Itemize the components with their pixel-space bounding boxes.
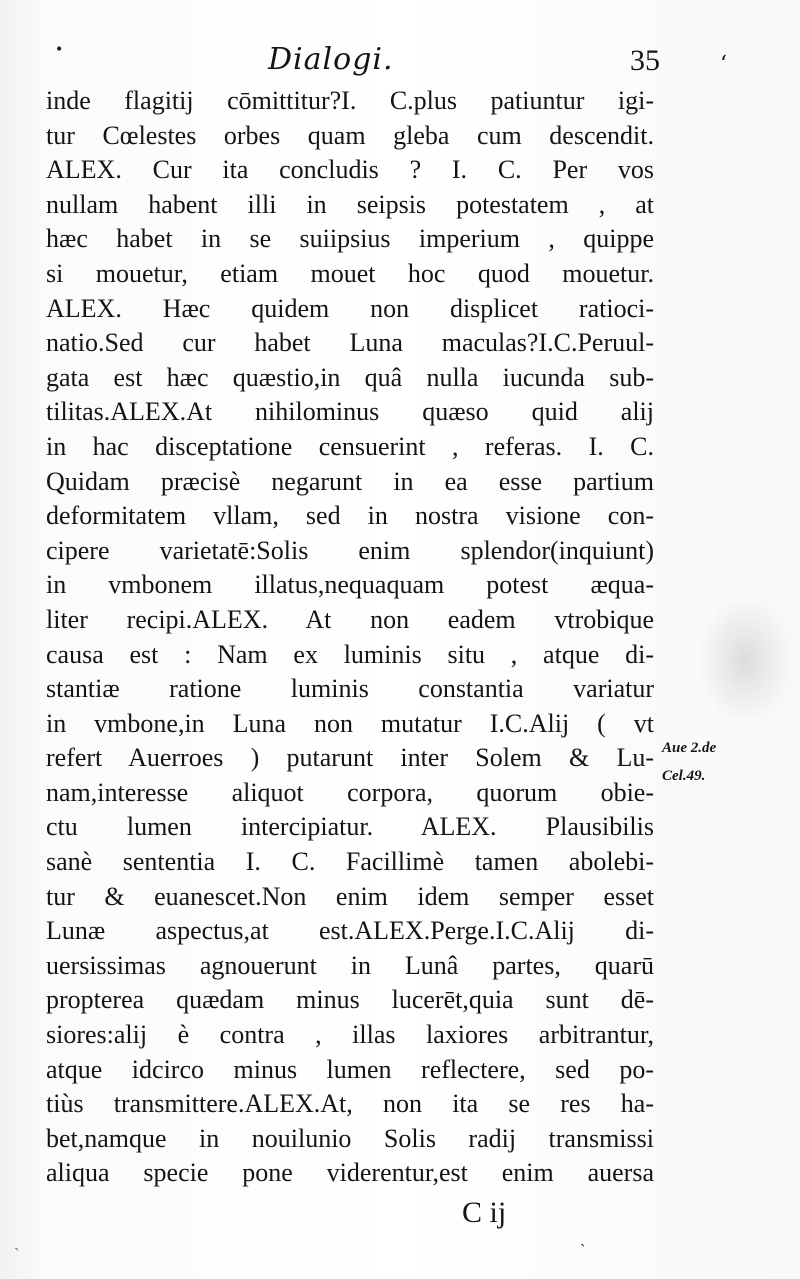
text-line: sanè sententia I. C. Facillimè tamen abolebi- — [46, 847, 654, 877]
text-line: inde flagitij cōmittitur?I. C.plus patiuntur igi- — [46, 86, 654, 115]
text-line: in hac disceptatione censuerint , referas. I. C. — [46, 431, 654, 461]
text-line: natio.Sed cur habet Luna maculas?I.C.Peruul- — [46, 328, 654, 358]
text-line: aliqua specie pone viderentur,est enim auersa — [46, 1158, 654, 1188]
corner-mark: • — [55, 42, 64, 58]
text-line: in vmbone,in Luna non mutatur I.C.Alij ( vt — [46, 708, 654, 738]
signature-mark: C ij — [462, 1196, 507, 1229]
running-head: Dialogi. — [268, 42, 394, 77]
text-line: ctu lumen intercipiatur. ALEX. Plausibilis — [46, 812, 654, 842]
text-line: bet,namque in nouilunio Solis radij transmissi — [46, 1123, 654, 1153]
text-line: tilitas.ALEX.At nihilominus quæso quid alij — [46, 397, 654, 427]
text-line: atque idcirco minus lumen reflectere, sed po- — [46, 1054, 654, 1084]
text-line: nullam habent illi in seipsis potestatem , at — [46, 189, 654, 219]
text-line: gata est hæc quæstio,in quâ nulla iucunda sub- — [46, 362, 654, 392]
text-line: stantiæ ratione luminis constantia variatur — [46, 674, 654, 704]
text-line: uersissimas agnouerunt in Lunâ partes, quarū — [46, 950, 654, 980]
footer-tick: ˏ — [580, 1228, 586, 1247]
text-line: cipere varietatē:Solis enim splendor(inquiunt) — [46, 535, 654, 565]
text-line: Quidam præcisè negarunt in ea esse partium — [46, 466, 654, 496]
body-text — [46, 84, 654, 1191]
text-line: tur & euanescet.Non enim idem semper esset — [46, 881, 654, 911]
page-header — [50, 40, 660, 84]
text-line: causa est : Nam ex luminis situ , atque di- — [46, 639, 654, 669]
footer-left-tick: ˎ — [14, 1232, 20, 1251]
text-line: in vmbonem illatus,nequaquam potest æqua- — [46, 570, 654, 600]
edge-mark: ʻ — [720, 52, 727, 77]
page-number: 35 — [630, 44, 660, 77]
text-line: nam,interesse aliquot corpora, quorum obie- — [46, 777, 654, 807]
margin-note — [662, 734, 790, 790]
text-line: tur Cœlestes orbes quam gleba cum descendit. — [46, 120, 654, 150]
margin-note-line: Cel.49. — [662, 768, 706, 784]
text-line: siores:alij è contra , illas laxiores arbitrantur, — [46, 1020, 654, 1050]
text-line: ALEX. Hæc quidem non displicet ratioci- — [46, 293, 654, 323]
text-line: liter recipi.ALEX. At non eadem vtrobique — [46, 604, 654, 634]
text-line: refert Auerroes ) putarunt inter Solem & Lu- — [46, 743, 654, 773]
text-line: Lunæ aspectus,at est.ALEX.Perge.I.C.Alij di- — [46, 916, 654, 946]
text-line: deformitatem vllam, sed in nostra visione con- — [46, 501, 654, 531]
ink-bleed-smudge — [700, 600, 790, 720]
text-line: propterea quædam minus lucerēt,quia sunt dē- — [46, 985, 654, 1015]
text-line: si mouetur, etiam mouet hoc quod mouetur. — [46, 258, 654, 288]
text-line: tiùs transmittere.ALEX.At, non ita se res ha- — [46, 1089, 654, 1119]
text-line: hæc habet in se suiipsius imperium , quippe — [46, 224, 654, 254]
margin-note-line: Aue 2.de — [662, 740, 717, 756]
text-line: ALEX. Cur ita concludis ? I. C. Per vos — [46, 155, 654, 185]
